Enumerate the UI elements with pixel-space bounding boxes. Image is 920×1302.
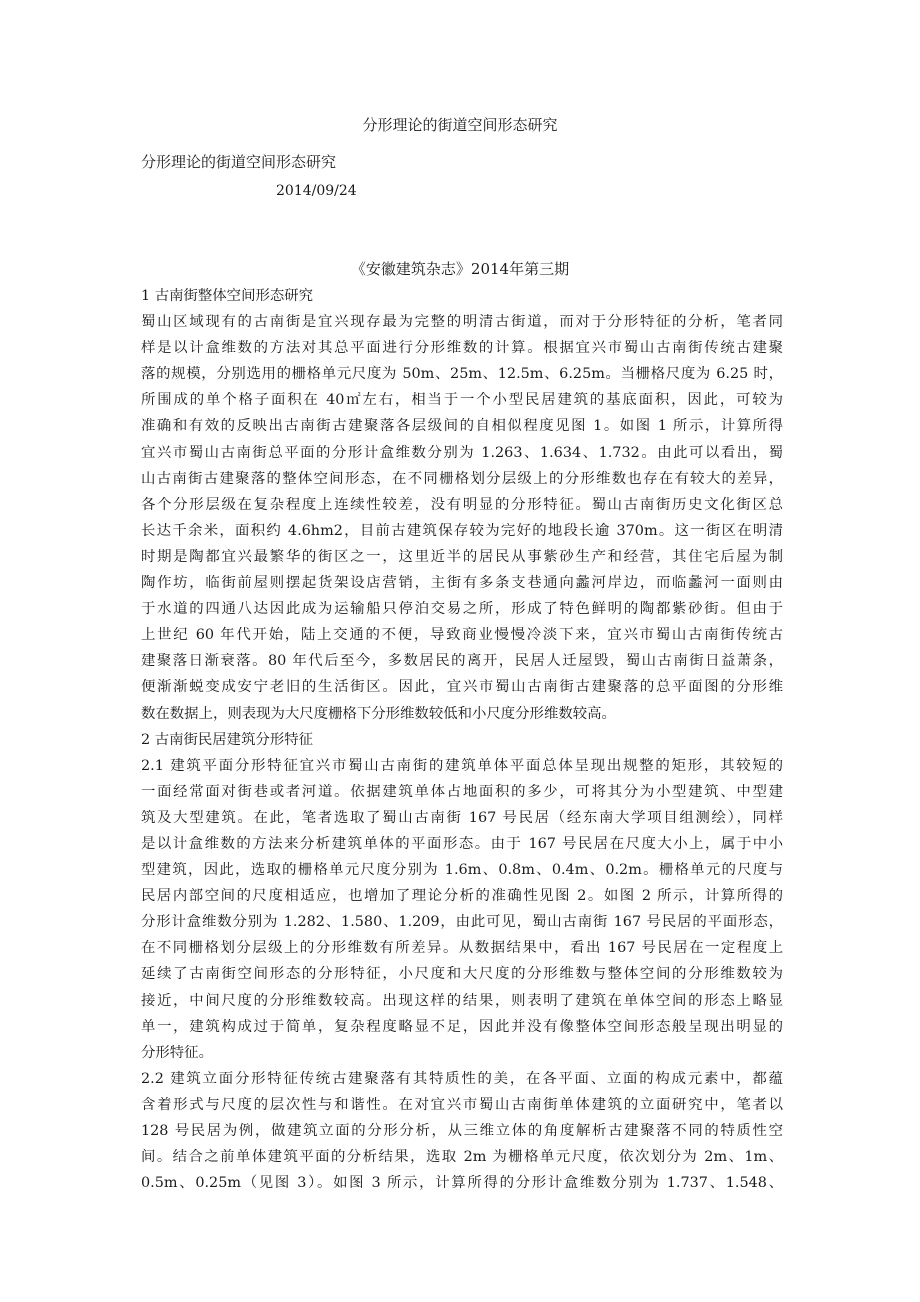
text-line: 筑及大型建筑。在此，笔者选取了蜀山古南街 167 号民居（经东南大学项目组测绘），同样 [141, 809, 783, 826]
text-line: 宜兴市蜀山古南街总平面的分形计盒维数分别为 1.263、1.634、1.732。由此可以看出，蜀 [141, 444, 783, 461]
section-heading: 2 古南街民居建筑分形特征 [141, 731, 314, 748]
text-line: 0.5m、0.25m（见图 3）。如图 3 所示，计算所得的分形计盒维数分别为 1.737、1.548、 [141, 1175, 783, 1192]
text-line: 蜀山区域现有的古南街是宜兴现存最为完整的明清古街道，而对于分形特征的分析，笔者同 [141, 314, 783, 331]
text-line: 数在数据上，则表现为大尺度栅格下分形维数较低和小尺度分形维数较高。 [141, 705, 616, 722]
text-line: 一面经常面对街巷或者河道。依据建筑单体占地面积的多少，可将其分为小型建筑、中型建 [141, 783, 783, 800]
text-line: 长达千余米，面积约 4.6hm2，目前古建筑保存较为完好的地段长逾 370m。这一街区在明清 [141, 522, 783, 539]
text-line: 便渐渐蜕变成安宁老旧的生活街区。因此，宜兴市蜀山古南街古建聚落的总平面图的分形维 [141, 679, 783, 696]
text-line: 各个分形层级在复杂程度上连续性较差，没有明显的分形特征。蜀山古南街历史文化街区总 [141, 496, 783, 513]
document-subtitle: 分形理论的街道空间形态研究 [141, 153, 337, 171]
text-line: 接近，中间尺度的分形维数较高。出现这样的结果，则表明了建筑在单体空间的形态上略显 [141, 992, 783, 1009]
text-line: 时期是陶都宜兴最繁华的街区之一，这里近半的居民从事紫砂生产和经营，其住宅后屋为制 [141, 548, 783, 565]
text-line: 是以计盒维数的方法来分析建筑单体的平面形态。由于 167 号民居在尺度大小上，属于中小 [141, 835, 783, 852]
text-line: 单一，建筑构成过于简单，复杂程度略显不足，因此并没有像整体空间形态般呈现出明显的 [141, 1018, 783, 1035]
text-line: 在不同栅格划分层级上的分形维数有所差异。从数据结果中，看出 167 号民居在一定程度上 [141, 940, 783, 957]
text-line: 山古南街古建聚落的整体空间形态，在不同栅格划分层级上的分形维数也存在有较大的差异， [141, 470, 783, 487]
text-line: 延续了古南街空间形态的分形特征，小尺度和大尺度的分形维数与整体空间的分形维数较为 [141, 966, 783, 983]
text-line: 样是以计盒维数的方法对其总平面进行分形维数的计算。根据宜兴市蜀山古南街传统古建聚 [141, 340, 783, 357]
text-line: 所围成的单个格子面积在 40㎡左右，相当于一个小型民居建筑的基底面积，因此，可较为 [141, 392, 783, 409]
text-line: 分形计盒维数分别为 1.282、1.580、1.209，由此可见，蜀山古南街 167 号民居的平面形态， [141, 914, 783, 931]
text-line: 上世纪 60 年代开始，陆上交通的不便，导致商业慢慢冷淡下来，宜兴市蜀山古南街传统古 [141, 627, 783, 644]
text-line: 建聚落日渐衰落。80 年代后至今，多数居民的离开，民居人迁屋毁，蜀山古南街日益萧条， [141, 653, 783, 670]
text-line: 128 号民居为例，做建筑立面的分形分析，从三维立体的角度解析古建聚落不同的特质性空 [141, 1123, 783, 1139]
text-line: 型建筑，因此，选取的栅格单元尺度分别为 1.6m、0.8m、0.4m、0.2m。栅格单元的尺度与 [141, 862, 783, 879]
text-line: 民居内部空间的尺度相适应，也增加了理论分析的准确性见图 2。如图 2 所示，计算所得的 [141, 888, 783, 905]
text-line: 准确和有效的反映出古南街古建聚落各层级间的自相似程度见图 1。如图 1 所示，计算所得 [141, 418, 783, 435]
document-date: 2014/09/24 [276, 183, 357, 199]
text-line: 落的规模，分别选用的栅格单元尺度为 50m、25m、12.5m、6.25m。当栅格尺度为 6.25 时， [141, 366, 783, 383]
document-title: 分形理论的街道空间形态研究 [362, 116, 558, 134]
document-source: 《安徽建筑杂志》2014年第三期 [350, 260, 570, 278]
text-line: 含着形式与尺度的层次性与和谐性。在对宜兴市蜀山古南街单体建筑的立面研究中，笔者以 [141, 1096, 783, 1113]
section-heading: 1 古南街整体空间形态研究 [141, 288, 314, 304]
text-line: 间。结合之前单体建筑平面的分析结果，选取 2m 为栅格单元尺度，依次划分为 2m、1m、 [141, 1149, 783, 1166]
text-line: 2.2 建筑立面分形特征传统古建聚落有其特质性的美，在各平面、立面的构成元素中，都蕴 [141, 1070, 783, 1087]
text-line: 2.1 建筑平面分形特征宜兴市蜀山古南街的建筑单体平面总体呈现出规整的矩形，其较短的 [141, 757, 783, 774]
text-line: 陶作坊，临街前屋则摆起货架设店营销，主街有多条支巷通向蠡河岸边，而临蠡河一面则由 [141, 575, 783, 592]
article-body [141, 283, 783, 1196]
text-line: 于水道的四通八达因此成为运输船只停泊交易之所，形成了特色鲜明的陶都紫砂街。但由于 [141, 601, 783, 618]
text-line: 分形特征。 [141, 1044, 213, 1061]
